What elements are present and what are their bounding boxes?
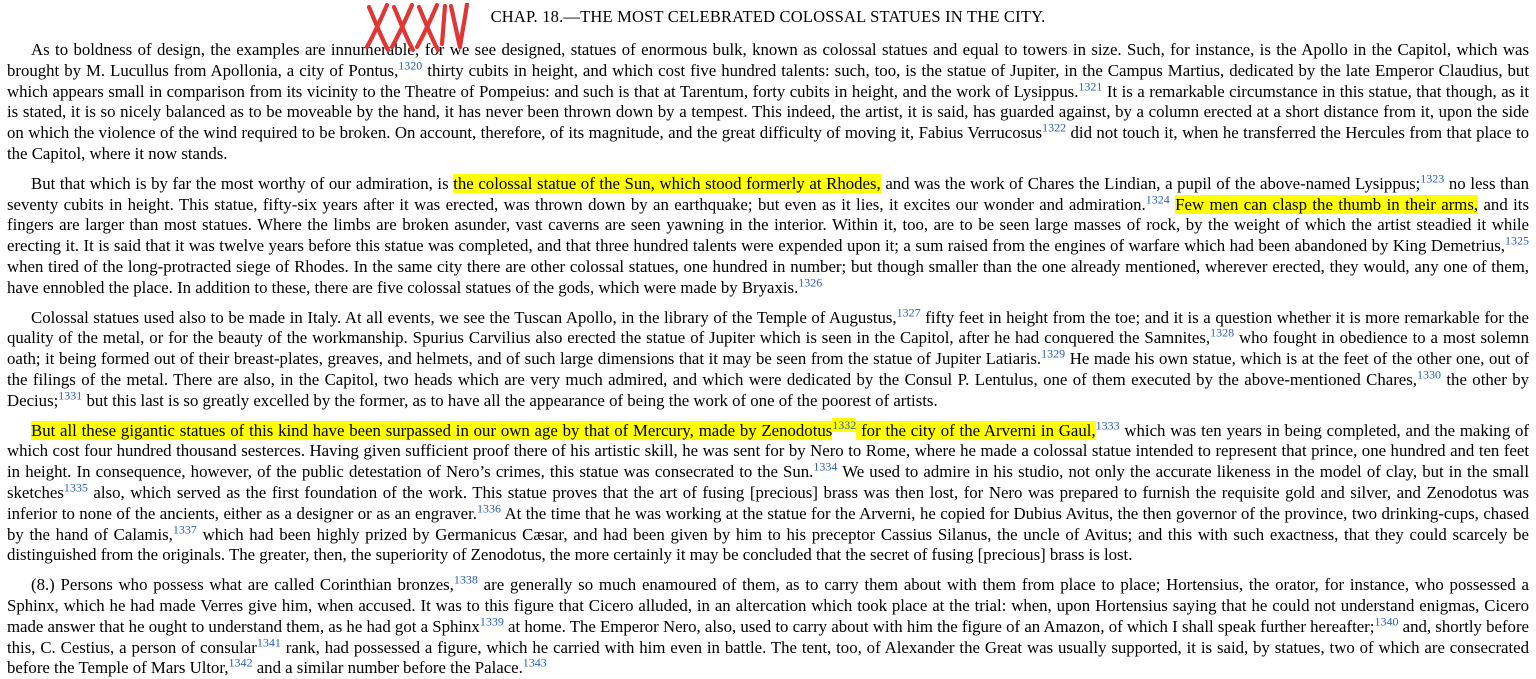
paragraph-3 (7, 304, 1530, 412)
body-text-segment: who fought in obedience to a most solemn oath; it being formed out of their breast-plates, greaves, and helmets, and of such large dimensions that it may be seen from the statue of Jupiter Latiaris. (7, 328, 1529, 369)
body-text-segment: Colossal statues used also to be made in Italy. At all events, we see the Tuscan Apollo, in the library of the Temple of Augustus, (31, 307, 897, 327)
footnote-ref-1333[interactable]: 1333 (1095, 417, 1120, 432)
footnote-ref-1342[interactable]: 1342 (228, 655, 253, 670)
body-text-segment: when tired of the long-protracted siege of Rhodes. In the same city there are other colossal statues, one hundred in number; but though smaller than the one already mentioned, wherever erected, they would, any one of them, have ennobled the place. In addition to these, there are five colossal statues of the gods, which were made by Bryaxis. (7, 256, 1529, 297)
body-text-segment: also, which served as the first foundation of the work. This statue proves that the art of fusing [precious] brass was then lost, for Nero was prepared to furnish the requisite gold and silver, and Zenodotus was inferior to none of the ancients, either as a designer or as an engraver. (7, 482, 1529, 523)
paragraph-1 (7, 40, 1529, 165)
body-text (7, 40, 1529, 679)
footnote-ref-1328[interactable]: 1328 (1210, 325, 1235, 340)
body-text-segment: and, shortly before this, C. Cestius, a person of consular (7, 616, 1529, 657)
highlighted-text: Few men can clasp the thumb in their arms, (1175, 194, 1479, 214)
body-text-segment: are generally so much enamoured of them, as to carry them about with them from place to place; Hortensius, the orator, for instance, who possessed a Sphinx, which he had made Verres give him, when accused. It was to this figure that Cicero alluded, in an altercation which took place at the trial: when, upon Hortensius saying that he could not understand enigmas, Cicero made answer that he ought to understand them, as he had got a Sphinx (7, 575, 1529, 636)
body-text-segment: It is a remarkable circumstance in this statue, that though, as it is stated, it is so nicely balanced as to be moveable by the hand, it has never been thrown down by a tempest. This indeed, the artist, it is said, has guarded against, by a column erected at a short distance from it, upon the side on which the violence of the wind required to be broken. On account, therefore, of its magnitude, and the great difficulty of moving it, Fabius Verrucosus (7, 81, 1529, 143)
footnote-ref-1324[interactable]: 1324 (1145, 191, 1170, 206)
body-text-segment: did not touch it, when he transferred the Hercules from that place to the Capitol, where it now stands. (7, 123, 1530, 163)
body-text-segment: but this last is so greatly excelled by the former, as to have all the appearance of being the work of one of the poorest of artists. (82, 390, 938, 410)
footnote-ref-1339[interactable]: 1339 (479, 614, 504, 629)
body-text-segment: But that which is by far the most worthy of our admiration, is (31, 173, 454, 193)
body-text-segment: He made his own statue, which is at the feet of the other one, out of the filings of the metal. There are also, in the Capitol, two heads which are very much admired, and which were dedicated by the Consul P. Lentulus, one of them executed by the above-mentioned Chares, (7, 349, 1530, 389)
footnote-ref-1343[interactable]: 1343 (522, 655, 547, 670)
footnote-ref-1322[interactable]: 1322 (1042, 120, 1067, 135)
body-text-segment: As to boldness of design, the examples are innumerable; for we see designed, statues of enormous bulk, known as colossal statues and equal to towers in size. Such, for instance, is the Apollo in the Capitol, which was brought by M. Lucullus from Apollonia, a city of Pontus, (7, 40, 1529, 80)
body-text-segment: and was the work of Chares the Lindian, a pupil of the above-named Lysippus; (880, 173, 1421, 193)
body-text-segment: and its fingers are larger than most statues. Where the limbs are broken asunder, vast caverns are seen yawning in the interior. Within it, too, are to be seen large masses of rock, by the weight of which the artist steadied it while erecting it. It is said that it was twelve years before this statue was completed, and that three hundred talents were expended upon it; a sum raised from the engines of warfare which had been abandoned by King Demetrius, (7, 194, 1529, 256)
footnote-ref-1337[interactable]: 1337 (172, 521, 197, 536)
highlighted-text: But all these gigantic statues of this kind have been surpassed in our own age by that of Mercury, made by Zenodotus (31, 420, 833, 440)
footnote-ref-1320[interactable]: 1320 (398, 58, 423, 73)
page-header (7, 2, 1529, 28)
body-text-segment: We used to admire in his studio, not only the accurate likeness in the model of clay, but in the small sketches (7, 462, 1529, 502)
body-text-segment: fifty feet in height from the toe; and it is a question whether it is more remarkable for the quality of the metal, or for the beauty of the workmanship. Spurius Carvilius also erected the statue of Jupiter which is seen in the Capitol, after he had conquered the Samnites, (7, 307, 1529, 348)
highlighted-text: for the city of the Arverni in Gaul, (856, 420, 1096, 440)
body-text-segment: At the time that he was working at the statue for the Arverni, he copied for Dubius Avitus, the then governor of the province, two drinking-cups, chased by the hand of Calamis, (7, 503, 1529, 544)
paragraph-2 (7, 171, 1530, 299)
paragraph-4 (7, 417, 1530, 567)
body-text-segment: which had been highly prized by Germanicus Cæsar, and had been given by him to his preceptor Cassius Silanus, the uncle of Avitus; and this with such exactness, that they could scarcely be distinguished from the originals. The greater, then, the superiority of Zenodotus, the more certainly it may be concluded that the secret of fusing [precious] brass is lost. (7, 524, 1529, 565)
footnote-ref-1329[interactable]: 1329 (1041, 346, 1066, 361)
footnote-ref-1321[interactable]: 1321 (1078, 79, 1103, 93)
footnote-ref-1332[interactable]: 1332 (832, 417, 857, 432)
chapter-title: CHAP. 18.—THE MOST CELEBRATED COLOSSAL STATUES IN THE CITY. (490, 7, 1046, 26)
paragraph-5 (7, 572, 1529, 679)
footnote-ref-1340[interactable]: 1340 (1374, 614, 1399, 629)
footnote-ref-1330[interactable]: 1330 (1416, 367, 1441, 382)
body-text-segment: at home. The Emperor Nero, also, used to carry about with him the figure of an Amazon, of which I shall speak further hereafter; (503, 616, 1375, 636)
body-text-segment: thirty cubits in height, and which cost five hundred talents: such, too, is the statue of Jupiter, in the Campus Martius, dedicated by the late Emperor Claudius, but which appears small in comparison from its vicinity to the Theatre of Pompeius: and such is that at Tarentum, forty cubits in height, and the work of Lysippus. (7, 60, 1529, 101)
footnote-ref-1331[interactable]: 1331 (58, 388, 83, 403)
footnote-ref-1341[interactable]: 1341 (256, 634, 281, 649)
footnote-ref-1338[interactable]: 1338 (453, 572, 478, 587)
body-text-segment: (8.) Persons who possess what are called Corinthian bronzes, (31, 575, 454, 595)
body-text-segment: rank, had possessed a figure, which he carried with him even in battle. The tent, too, of Alexander the Great was usually supported, it is said, by statues, two of which are consecrated before the Temple of Mars Ultor, (7, 637, 1529, 678)
body-text-segment: which was ten years in being completed, and the making of which cost four hundred thousand sesterces. Having given sufficient proof there of his artistic skill, he was sent for by Nero to Rome, where he made a colossal statue intended to represent that prince, one hundred and ten feet in height. In consequence, however, of the public detestation of Nero’s crimes, this statue was consecrated to the Sun. (7, 420, 1530, 482)
body-text-segment: and a similar number before the Palace. (252, 658, 523, 678)
highlighted-text: the colossal statue of the Sun, which stood formerly at Rhodes, (453, 173, 881, 193)
body-text-segment: no less than seventy cubits in height. This statue, fifty-six years after it was erected, was thrown down by an earthquake; but even as it lies, it excites our wonder and admiration. (7, 173, 1530, 214)
footnote-ref-1323[interactable]: 1323 (1420, 171, 1445, 186)
body-text-segment: the other by Decius; (7, 369, 1529, 410)
footnote-ref-1335[interactable]: 1335 (63, 480, 88, 495)
footnote-ref-1325[interactable]: 1325 (1505, 233, 1529, 248)
footnote-ref-1336[interactable]: 1336 (476, 501, 501, 516)
footnote-ref-1327[interactable]: 1327 (896, 304, 921, 319)
footnote-ref-1326[interactable]: 1326 (798, 275, 823, 290)
footnote-ref-1334[interactable]: 1334 (813, 459, 838, 474)
